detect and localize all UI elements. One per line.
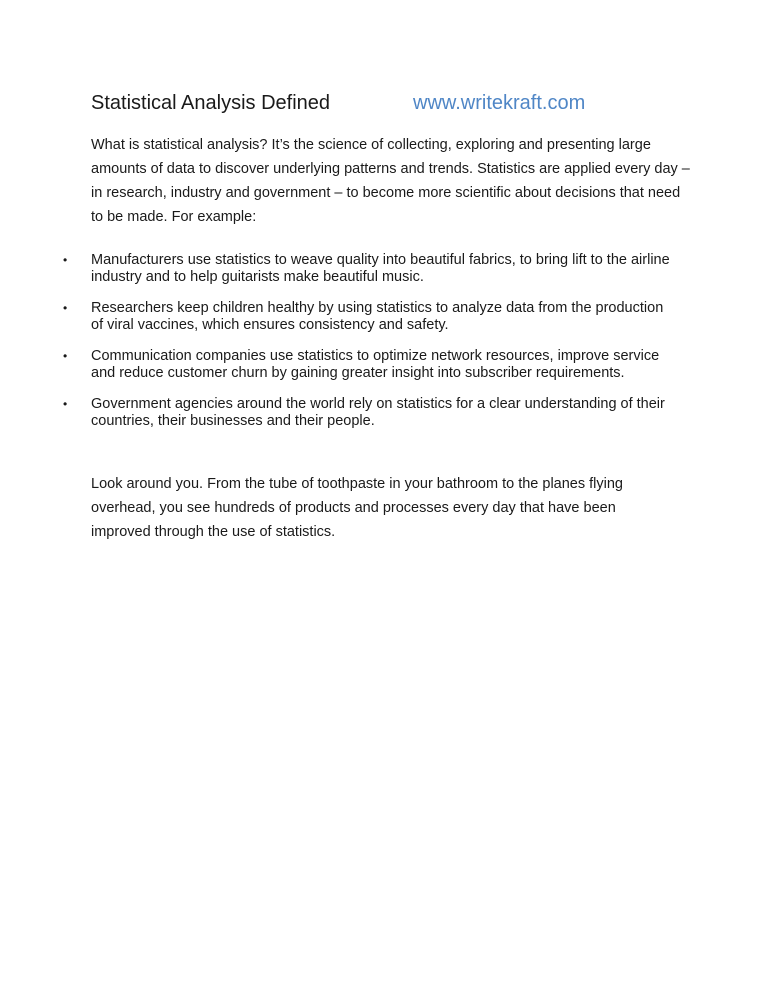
document-header [91,90,711,118]
list-item [0,396,671,430]
list-item [0,348,671,382]
bullet-icon: • [63,253,68,267]
closing-paragraph: Look around you. From the tube of toothpaste in your bathroom to the planes flying overhead, you see hundreds of products and processes every day that have been improved through the use of statistics. [91,476,623,540]
list-item-text: Communication companies use statistics to optimize network resources, improve service and reduce customer churn by gaining greater insight into subscriber requirements. [91,348,660,381]
list-item [0,252,671,286]
list-item-text: Manufacturers use statistics to weave quality into beautiful fabrics, to bring lift to the airline industry and to help guitarists make beautiful music. [91,252,670,285]
intro-paragraph: What is statistical analysis? It’s the science of collecting, exploring and presenting large amounts of data to discover underlying patterns and trends. Statistics are applied every day – in research, industry and government – to become more scientific about decisions that need to be made. For example: [91,137,690,225]
website-url: www.writekraft.com [413,92,586,114]
bullet-icon: • [63,349,68,363]
example-bullet-list [0,252,768,444]
list-item-text: Government agencies around the world rely on statistics for a clear understanding of their countries, their businesses and their people. [91,396,665,429]
bullet-icon: • [63,301,68,315]
document-title: Statistical Analysis Defined [91,92,331,114]
list-item-text: Researchers keep children healthy by using statistics to analyze data from the production of viral vaccines, which ensures consistency and safety. [91,300,664,333]
list-item [0,300,671,334]
bullet-icon: • [63,397,68,411]
